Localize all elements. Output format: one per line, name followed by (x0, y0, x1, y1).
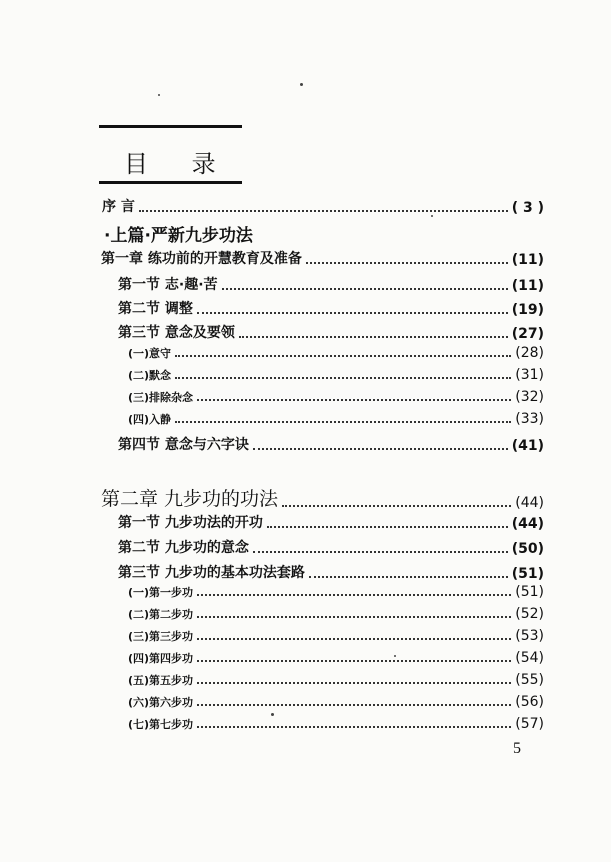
toc-entry-label: (五)第五步功 (128, 674, 194, 687)
toc-entry-label: (七)第七步功 (128, 718, 194, 731)
dot-leader (197, 725, 511, 728)
toc-entry-page: (31) (515, 367, 544, 383)
dot-leader (175, 354, 511, 357)
toc-entry-page: (51) (515, 584, 544, 600)
toc-entry-page: (11) (511, 278, 544, 294)
part-heading: ·上篇·严新九步功法 (104, 226, 253, 246)
dot-leader (282, 504, 511, 507)
toc-entry-section[interactable] (118, 322, 544, 342)
toc-entry-subsection[interactable] (128, 694, 544, 710)
toc-entry-subsection[interactable] (128, 650, 544, 666)
toc-entry-section[interactable] (118, 512, 544, 532)
toc-entry-subsection[interactable] (128, 411, 544, 427)
scan-speck (158, 94, 160, 96)
toc-entry-label: (三)排除杂念 (128, 391, 194, 404)
dot-leader (197, 398, 511, 401)
toc-entry-page: ( 3 ) (511, 200, 544, 216)
dot-leader (253, 447, 508, 450)
page-number: 5 (513, 740, 521, 757)
toc-entry-chapter-two[interactable] (101, 484, 544, 511)
toc-entry-label: 第四节 意念与六字诀 (118, 437, 249, 453)
top-rule (99, 125, 242, 128)
toc-entry-label: 第一章 练功前的开慧教育及准备 (101, 251, 302, 267)
toc-entry-subsection[interactable] (128, 606, 544, 622)
dot-leader (253, 550, 508, 553)
toc-entry-page: (28) (515, 345, 544, 361)
dot-leader (197, 659, 511, 662)
toc-entry-chapter-one[interactable] (101, 248, 544, 268)
dot-leader (197, 703, 511, 706)
dot-leader (197, 311, 508, 314)
toc-entry-label: (四)入静 (128, 413, 172, 426)
toc-entry-label: 第一节 九步功法的开功 (118, 515, 263, 531)
toc-entry-label: 第三节 九步功的基本功法套路 (118, 565, 305, 581)
toc-entry-page: (51) (511, 566, 544, 582)
toc-entry-label: 第一节 志·趣·苦 (118, 277, 218, 293)
dot-leader (239, 335, 508, 338)
toc-entry-section[interactable] (118, 298, 544, 318)
toc-entry-label: (一)意守 (128, 347, 172, 360)
scan-speck (431, 215, 433, 217)
toc-entry-label: (一)第一步功 (128, 586, 194, 599)
toc-entry-page: (57) (515, 716, 544, 732)
toc-entry-subsection[interactable] (128, 584, 544, 600)
toc-entry-page: (52) (515, 606, 544, 622)
toc-entry-label: (四)第四步功 (128, 652, 194, 665)
scan-speck (300, 83, 303, 86)
toc-entry-subsection[interactable] (128, 389, 544, 405)
toc-entry-subsection[interactable] (128, 716, 544, 732)
toc-entry-page: (44) (511, 516, 544, 532)
dot-leader (175, 420, 511, 423)
toc-entry-page: (55) (515, 672, 544, 688)
toc-entry-label: (二)第二步功 (128, 608, 194, 621)
dot-leader (197, 637, 511, 640)
toc-entry-subsection[interactable] (128, 628, 544, 644)
toc-entry-subsection[interactable] (128, 672, 544, 688)
toc-entry-page: (33) (515, 411, 544, 427)
toc-entry-section[interactable] (118, 434, 544, 454)
toc-entry-label: (二)默念 (128, 369, 172, 382)
toc-entry-page: (11) (511, 252, 544, 268)
toc-entry-section[interactable] (118, 562, 544, 582)
toc-entry-label: (三)第三步功 (128, 630, 194, 643)
toc-entry-label: (六)第六步功 (128, 696, 194, 709)
toc-entry-section[interactable] (118, 274, 544, 294)
toc-entry-page: (54) (515, 650, 544, 666)
bottom-rule (99, 181, 242, 184)
dot-leader (175, 376, 511, 379)
page-title: 目 录 (124, 150, 234, 178)
toc-entry-subsection[interactable] (128, 345, 544, 361)
scan-speck (271, 713, 274, 716)
toc-entry-label: 序 言 (102, 199, 135, 215)
toc-entry-page: (53) (515, 628, 544, 644)
dot-leader (309, 575, 508, 578)
dot-leader (197, 681, 511, 684)
toc-entry-label: 第二节 九步功的意念 (118, 540, 249, 556)
toc-entry-section[interactable] (118, 537, 544, 557)
dot-leader (139, 209, 508, 212)
dot-leader (222, 287, 508, 290)
toc-entry-page: (19) (511, 302, 544, 318)
toc-entry-label: 第三节 意念及要领 (118, 325, 235, 341)
dot-leader (197, 615, 511, 618)
toc-entry-page: (41) (511, 438, 544, 454)
scan-speck (394, 655, 396, 657)
toc-entry-page: (56) (515, 694, 544, 710)
toc-entry-page: (44) (515, 495, 544, 511)
toc-entry-label: 第二节 调整 (118, 301, 193, 317)
toc-entry-subsection[interactable] (128, 367, 544, 383)
toc-entry-label: 第二章 九步功的功法 (101, 488, 279, 510)
dot-leader (267, 525, 508, 528)
toc-entry-page: (32) (515, 389, 544, 405)
toc-entry-page: (50) (511, 541, 544, 557)
toc-entry-page: (27) (511, 326, 544, 342)
dot-leader (197, 593, 511, 596)
dot-leader (306, 261, 508, 264)
toc-entry-preface[interactable] (102, 196, 544, 216)
